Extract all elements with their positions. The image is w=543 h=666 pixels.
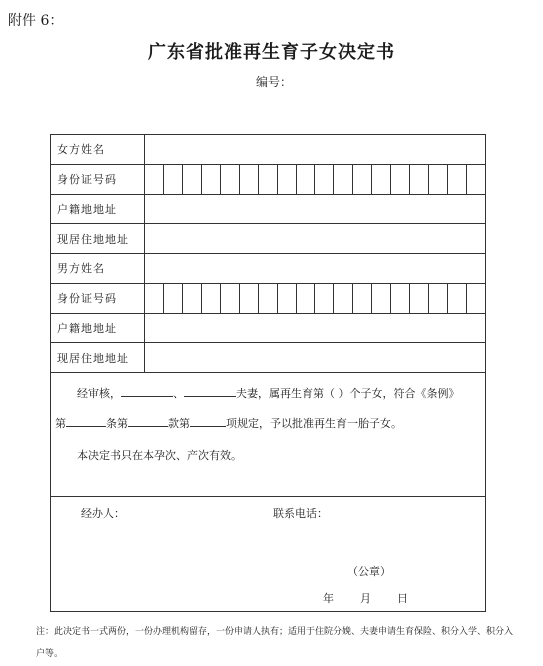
id-digit-cell[interactable] [353,165,372,194]
id-digit-cell[interactable] [448,284,467,313]
approval-text: 条第 [106,417,128,430]
id-digit-cell[interactable] [410,165,429,194]
attachment-label: 附件 6： [8,13,64,29]
approval-text: 经审核， [77,387,121,400]
date-line [323,590,408,606]
id-digit-cell[interactable] [297,165,316,194]
field-value[interactable] [145,135,485,164]
item-blank[interactable] [190,416,226,427]
id-digit-cell[interactable] [315,284,334,313]
field-value[interactable] [145,254,485,283]
id-digit-cell[interactable] [467,165,485,194]
field-label: 男方姓名 [51,254,145,283]
id-digit-cell[interactable] [410,284,429,313]
id-digit-cell[interactable] [183,165,202,194]
approval-text: 夫妻，属再生育第（ ）个子女，符合《条例》 [236,387,460,400]
id-digit-cell[interactable] [259,284,278,313]
id-digit-cell[interactable] [278,165,297,194]
form-row [51,284,485,314]
day-label: 日 [397,592,408,605]
field-label: 现居住地地址 [51,343,145,372]
id-digit-cell[interactable] [315,165,334,194]
id-digit-cell[interactable] [334,165,353,194]
id-digit-cell[interactable] [240,284,259,313]
month-label: 月 [360,592,371,605]
field-value[interactable] [145,314,485,343]
id-digit-cell[interactable] [334,284,353,313]
document-number-label: 编号： [256,75,293,89]
year-label: 年 [323,592,334,605]
id-digit-cell[interactable] [467,284,485,313]
field-label: 身份证号码 [51,165,145,194]
validity-statement: 本决定书只在本孕次、产次有效。 [77,449,242,462]
field-value[interactable] [145,224,485,253]
field-label: 女方姓名 [51,135,145,164]
field-value[interactable] [145,195,485,224]
id-number-cells [145,284,485,313]
approval-text: 、 [173,387,184,400]
id-digit-cell[interactable] [240,165,259,194]
form-row [51,224,485,254]
field-label: 身份证号码 [51,284,145,313]
id-digit-cell[interactable] [202,284,221,313]
approval-text: 第 [55,417,66,430]
id-digit-cell[interactable] [164,284,183,313]
field-label: 现居住地地址 [51,224,145,253]
footnote: 注：此决定书一式两份，一份办理机构留存，一份申请人执有；适用于住院分娩、夫妻申请生育保险、积分入学、积分入户等。 [36,627,514,659]
id-digit-cell[interactable] [278,284,297,313]
id-digit-cell[interactable] [164,165,183,194]
id-digit-cell[interactable] [297,284,316,313]
approval-text: 项规定，予以批准再生育一胎子女。 [226,417,402,430]
field-value[interactable] [145,343,485,372]
official-seal-label: （公章） [347,565,391,578]
id-digit-cell[interactable] [145,165,164,194]
id-digit-cell[interactable] [259,165,278,194]
id-digit-cell[interactable] [372,284,391,313]
id-digit-cell[interactable] [353,284,372,313]
id-digit-cell[interactable] [372,165,391,194]
decision-form [50,134,486,612]
id-digit-cell[interactable] [145,284,164,313]
husband-name-blank[interactable] [184,386,236,397]
id-digit-cell[interactable] [448,165,467,194]
id-digit-cell[interactable] [391,284,410,313]
id-digit-cell[interactable] [202,165,221,194]
approval-line-2 [55,415,402,431]
form-row [51,254,485,284]
form-row [51,195,485,225]
id-digit-cell[interactable] [221,165,240,194]
form-row [51,314,485,344]
form-row [51,343,485,373]
id-digit-cell[interactable] [391,165,410,194]
wife-name-blank[interactable] [121,386,173,397]
id-digit-cell[interactable] [221,284,240,313]
contact-phone-label: 联系电话： [273,507,328,520]
clause-blank[interactable] [128,416,168,427]
handler-label: 经办人： [81,507,125,520]
approval-line-1 [77,385,460,401]
article-blank[interactable] [66,416,106,427]
form-row [51,135,485,165]
id-digit-cell[interactable] [429,284,448,313]
document-title: 广东省批准再生育子女决定书 [148,42,395,63]
id-number-cells [145,165,485,194]
form-row [51,165,485,195]
approval-text: 款第 [168,417,190,430]
field-label: 户籍地地址 [51,195,145,224]
id-digit-cell[interactable] [429,165,448,194]
field-label: 户籍地地址 [51,314,145,343]
id-digit-cell[interactable] [183,284,202,313]
approval-section [51,373,485,497]
